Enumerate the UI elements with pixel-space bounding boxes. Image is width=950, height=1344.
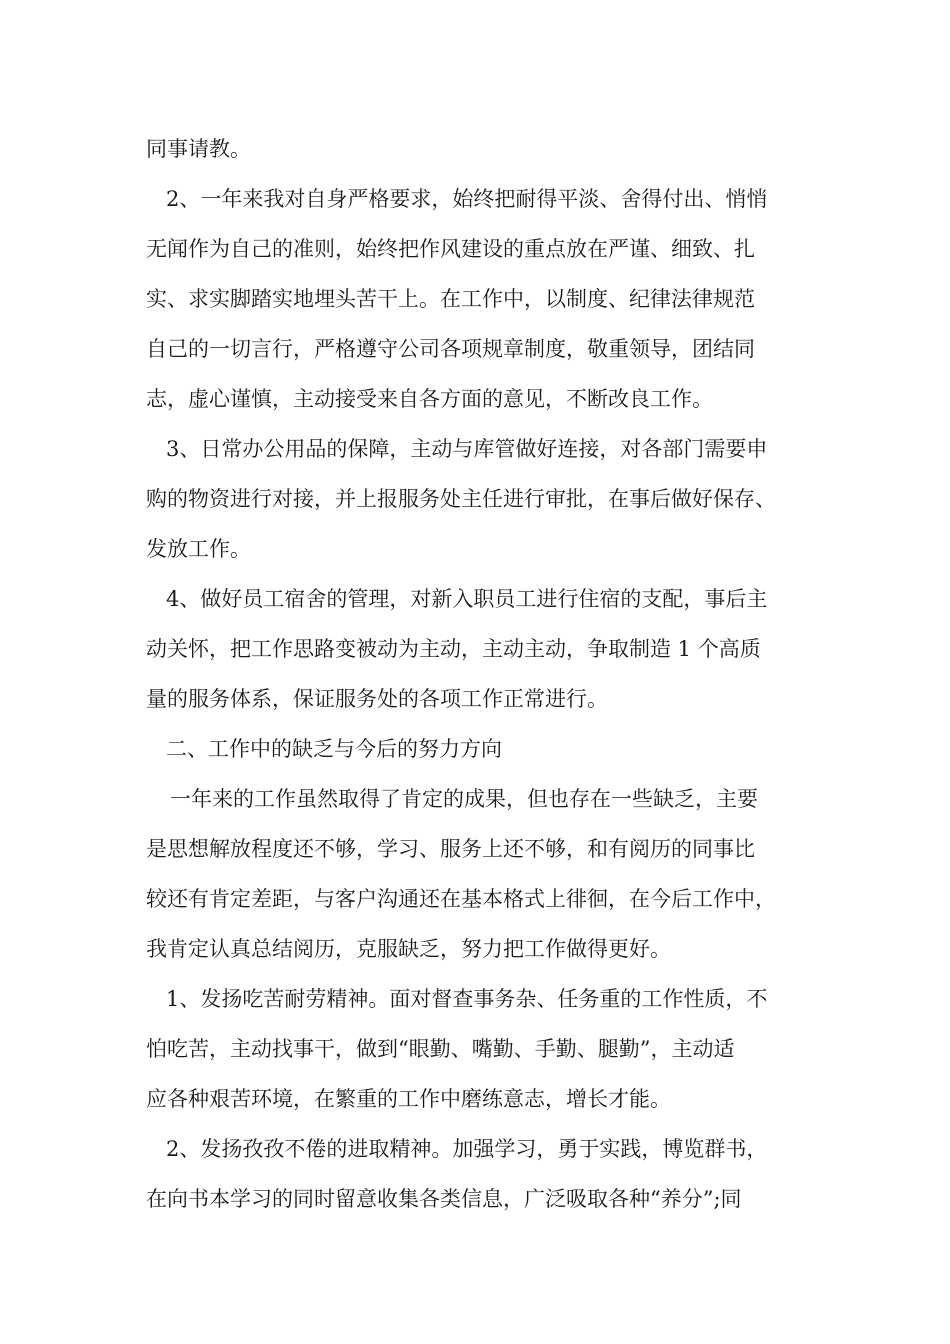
text-line: 1、发扬吃苦耐劳精神。面对督查事务杂、任务重的工作性质，不 [166, 987, 768, 1011]
text-line: 自己的一切言行，严格遵守公司各项规章制度，敬重领导，团结同 [146, 337, 755, 361]
text-line: 无闻作为自己的准则，始终把作风建设的重点放在严谨、细致、扎 [146, 237, 755, 261]
text-line: 怕吃苦，主动找事干，做到“眼勤、嘴勤、手勤、腿勤”，主动适 [146, 1037, 735, 1061]
text-line: 4、做好员工宿舍的管理，对新入职员工进行住宿的支配，事后主 [166, 587, 768, 611]
text-line: 志，虚心谨慎，主动接受来自各方面的意见，不断改良工作。 [146, 387, 713, 411]
text-line: 应各种艰苦环境，在繁重的工作中磨练意志，增长才能。 [146, 1087, 671, 1111]
text-line: 是思想解放程度还不够，学习、服务上还不够，和有阅历的同事比 [146, 837, 755, 861]
text-line: 我肯定认真总结阅历，克服缺乏，努力把工作做得更好。 [146, 937, 671, 961]
text-line: 3、日常办公用品的保障，主动与库管做好连接，对各部门需要申 [166, 437, 768, 461]
document-body [146, 124, 826, 1224]
text-line: 在向书本学习的同时留意收集各类信息，广泛吸取各种“养分”;同 [146, 1187, 742, 1211]
text-line: 实、求实脚踏实地埋头苦干上。在工作中，以制度、纪律法律规范 [146, 287, 755, 311]
section-heading: 二、工作中的缺乏与今后的努力方向 [166, 737, 502, 761]
text-line: 量的服务体系，保证服务处的各项工作正常进行。 [146, 687, 608, 711]
text-line: 发放工作。 [146, 537, 251, 561]
text-line: 2、发扬孜孜不倦的进取精神。加强学习，勇于实践，博览群书， [166, 1137, 768, 1161]
text-line: 购的物资进行对接，并上报服务处主任进行审批，在事后做好保存、 [146, 487, 776, 511]
text-line: 同事请教。 [146, 137, 251, 161]
text-line: 2、一年来我对自身严格要求，始终把耐得平淡、舍得付出、悄悄 [166, 187, 768, 211]
text-line: 较还有肯定差距，与客户沟通还在基本格式上徘徊，在今后工作中， [146, 887, 776, 911]
text-line: 一年来的工作虽然取得了肯定的成果，但也存在一些缺乏，主要 [170, 787, 758, 811]
text-line: 动关怀，把工作思路变被动为主动，主动主动，争取制造 1 个高质 [146, 637, 761, 661]
